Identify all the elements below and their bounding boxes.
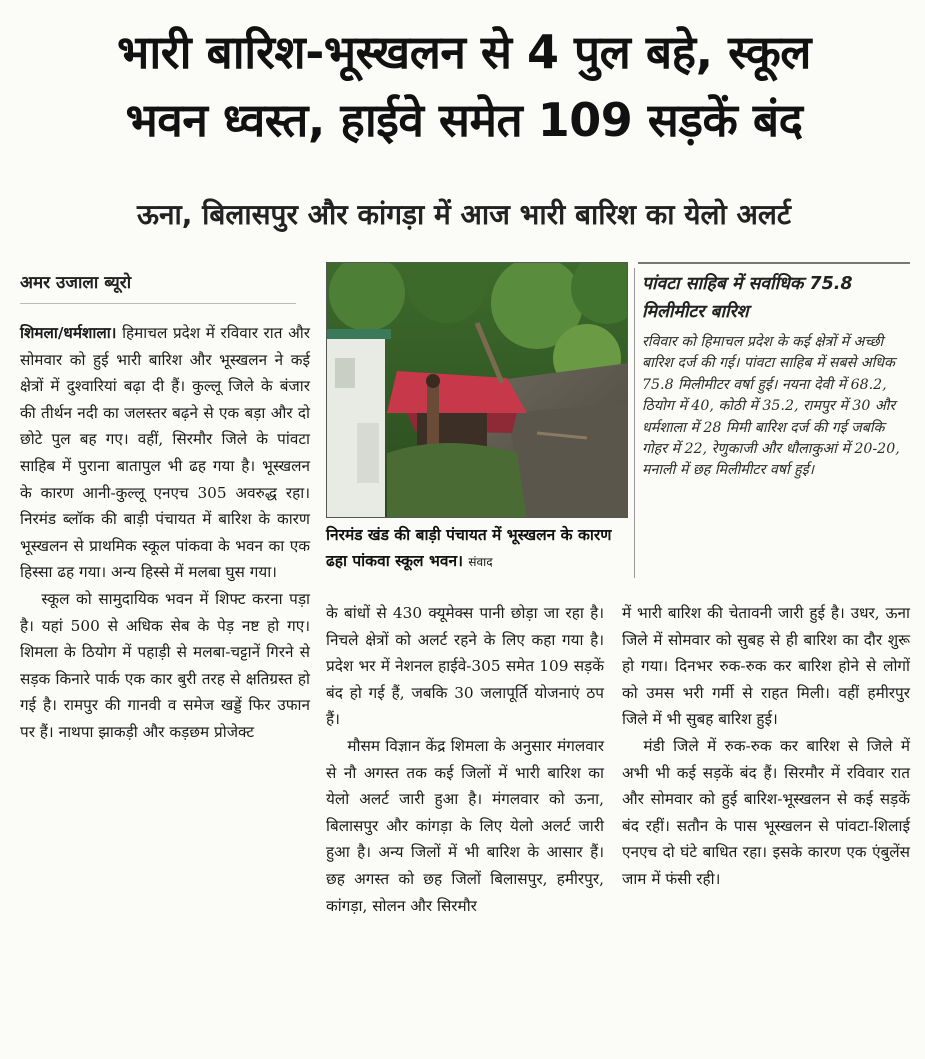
sidebar-title: पांवटा साहिब में सर्वाधिक 75.8 मिलीमीटर बारिश (642, 274, 853, 322)
article-paragraph: स्कूल को सामुदायिक भवन में शिफ्ट करना पड़ा है। यहां 500 से अधिक सेब के पेड़ नष्ट हो गए। शिमला के ठियोग में पहाड़ी से मलबा-चट्टानें गिरने से सड़क किनारे पार्क एक कार बुरी तरह से क्षतिग्रस्त हो गई है। रामपुर की गानवी व समेज खड्डें फिर उफान पर हैं। नाथपा झाकड़ी और कड़छम प्रोजेक्ट (20, 589, 310, 741)
article-paragraph (20, 320, 310, 586)
caption-text: निरमंड खंड की बाड़ी पंचायत में भूस्खलन के कारण ढहा पांकवा स्कूल भवन। (326, 526, 612, 570)
news-photo (326, 262, 628, 518)
article-paragraph: में भारी बारिश की चेतावनी जारी हुई है। उधर, ऊना जिले में सोमवार को सुबह से ही बारिश का दौर शुरू हो गया। दिनभर रुक-रुक कर बारिश होने से लोगों को उमस भरी गर्मी से राहत मिली। वहीं हमीरपुर जिले में भी सुबह बारिश हुई। (622, 604, 910, 729)
headline-line-2: भवन ध्वस्त, हाईवे समेत 109 सड़कें बंद (125, 93, 803, 147)
rainfall-sidebar (638, 262, 910, 584)
byline: अमर उजाला ब्यूरो (20, 270, 296, 304)
subheadline: ऊना, बिलासपुर और कांगड़ा में आज भारी बारिश का येलो अलर्ट (137, 198, 791, 231)
sidebar-body: रविवार को हिमाचल प्रदेश के कई क्षेत्रों में अच्छी बारिश दर्ज की गई। पांवटा साहिब में सबसे अधिक 75.8 मिलीमीटर वर्षा हुई। नयना देवी में 68.2, ठियोग में 40, कोठी में 35.2, रामपुर में 30 और धर्मशाला में 28 मिमी बारिश दर्ज की गई जबकि गोहर में 22, रेणुकाजी और धौलाकुआं में 20-20, मनाली में छह मिलीमीटर वर्षा हुई। (642, 334, 900, 479)
photo-credit: संवाद (468, 555, 493, 569)
article-column-3 (622, 600, 910, 893)
headline (14, 18, 914, 154)
column-divider (634, 268, 635, 578)
article-paragraph: मौसम विज्ञान केंद्र शिमला के अनुसार मंगलवार से नौ अगस्त तक कई जिलों में भारी बारिश का येलो अलर्ट जारी हुआ है। मंगलवार को ऊना, बिलासपुर और कांगड़ा के लिए येलो अलर्ट जारी हुआ है। अन्य जिलों में भी बारिश के आसार हैं। छह अगस्त को छह जिलों बिलासपुर, हमीरपुर, कांगड़ा, सोलन और सिरमौर (326, 736, 604, 915)
headline-line-1: भारी बारिश-भूस्खलन से 4 पुल बहे, स्कूल (117, 25, 811, 79)
landslide-school-image (327, 263, 628, 518)
paragraph-text: हिमाचल प्रदेश में रविवार रात और सोमवार को हुई भारी बारिश और भूस्खलन ने कई क्षेत्रों में दुश्वारियां बढ़ा दी हैं। कुल्लू जिले के बंजार की तीर्थन नदी का जलस्तर बढ़ने से एक बड़ा और दो छोटे पुल बह गए। वहीं, सिरमौर जिले के पांवटा साहिब में पुराना बातापुल भी ढह गया है। भूस्खलन के कारण आनी-कुल्लू एनएच 305 अवरुद्ध रहा। निरमंड ब्लॉक की बाड़ी पंचायत में बारिश के कारण भूस्खलन से प्राथमिक स्कूल पांकवा के भवन का एक हिस्सा ढह गया। अन्य हिस्से में मलबा घुस गया। (20, 324, 310, 582)
article-column-1 (20, 320, 310, 746)
dateline: शिमला/धर्मशाला। (20, 324, 117, 342)
article-paragraph: के बांधों से 430 क्यूमेक्स पानी छोड़ा जा रहा है। निचले क्षेत्रों को अलर्ट रहने के लिए कहा गया है। प्रदेश भर में नेशनल हाईवे-305 समेत 109 सड़कें बंद हो गई हैं, जबकि 30 जलापूर्ति योजनाएं ठप हैं। (326, 604, 604, 729)
article-column-2 (326, 600, 604, 919)
article-paragraph: मंडी जिले में रुक-रुक कर बारिश से जिले में अभी भी कई सड़कें बंद हैं। सिरमौर में रविवार रात और सोमवार को हुई बारिश-भूस्खलन से कई सड़कें बंद रहीं। सतौन के पास भूस्खलन से पांवटा-शिलाई एनएच दो घंटे बाधित रहा। इसके कारण एक एंबुलेंस जाम में फंसी रही। (622, 736, 910, 888)
photo-caption (326, 522, 628, 575)
